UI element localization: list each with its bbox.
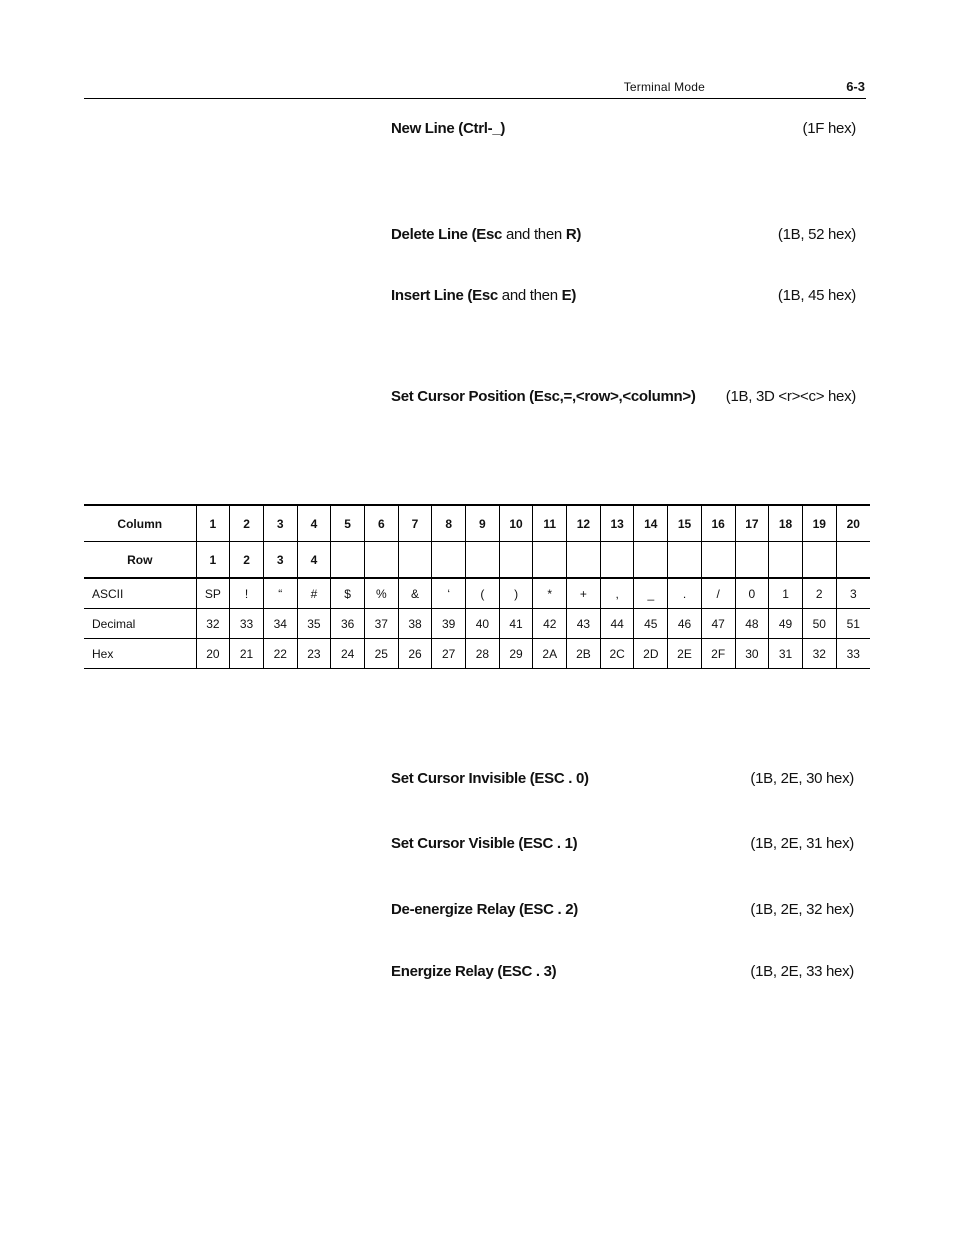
table-cell-column: 10 <box>499 505 533 542</box>
table-cell-hex: 28 <box>466 639 500 669</box>
command-hex-code: (1B, 2E, 32 hex) <box>750 901 854 918</box>
table-cell-column: 12 <box>567 505 601 542</box>
table-cell-row <box>398 542 432 579</box>
table-cell-ascii: . <box>668 578 702 609</box>
table-cell-column: 15 <box>668 505 702 542</box>
table-cell-decimal: 39 <box>432 609 466 639</box>
table-cell-column: 8 <box>432 505 466 542</box>
table-cell-ascii: 2 <box>802 578 836 609</box>
table-label-ascii: ASCII <box>84 578 196 609</box>
table-cell-ascii: $ <box>331 578 365 609</box>
table-cell-row: 4 <box>297 542 331 579</box>
table-cell-ascii: ) <box>499 578 533 609</box>
table-cell-hex: 25 <box>364 639 398 669</box>
table-cell-decimal: 42 <box>533 609 567 639</box>
table-cell-column: 18 <box>769 505 803 542</box>
command-name: Set Cursor Invisible (ESC . 0) <box>391 770 589 787</box>
table-cell-column: 20 <box>836 505 870 542</box>
running-header-chapter: Terminal Mode <box>623 80 705 94</box>
table-cell-decimal: 51 <box>836 609 870 639</box>
command-insert-line <box>391 287 856 309</box>
table-cell-ascii: ( <box>466 578 500 609</box>
table-cell-decimal: 33 <box>230 609 264 639</box>
table-cell-ascii: / <box>701 578 735 609</box>
table-cell-row <box>769 542 803 579</box>
table-header-row: Row <box>84 542 196 579</box>
command-energize-relay <box>391 963 856 985</box>
table-cell-decimal: 49 <box>769 609 803 639</box>
table-cell-row <box>701 542 735 579</box>
table-cell-column: 17 <box>735 505 769 542</box>
table-cell-hex: 29 <box>499 639 533 669</box>
command-hex-code: (1B, 2E, 33 hex) <box>750 963 854 980</box>
table-cell-ascii: # <box>297 578 331 609</box>
command-name: De-energize Relay (ESC . 2) <box>391 901 578 918</box>
table-cell-row <box>600 542 634 579</box>
table-cell-row <box>466 542 500 579</box>
table-row-decimal <box>84 609 870 639</box>
table-cell-column: 1 <box>196 505 230 542</box>
command-new-line <box>391 120 856 142</box>
command-hex-code: (1F hex) <box>802 120 856 137</box>
table-cell-hex: 30 <box>735 639 769 669</box>
table-cell-decimal: 40 <box>466 609 500 639</box>
command-set-cursor-position <box>391 388 856 410</box>
table-cell-hex: 27 <box>432 639 466 669</box>
table-cell-row <box>802 542 836 579</box>
command-hex-code: (1B, 52 hex) <box>777 226 856 243</box>
table-cell-row <box>364 542 398 579</box>
table-cell-ascii: 0 <box>735 578 769 609</box>
table-cell-decimal: 50 <box>802 609 836 639</box>
table-cell-decimal: 46 <box>668 609 702 639</box>
table-cell-row <box>634 542 668 579</box>
table-row-ascii <box>84 578 870 609</box>
table-cell-row <box>735 542 769 579</box>
table-cell-hex: 2A <box>533 639 567 669</box>
table-cell-hex: 20 <box>196 639 230 669</box>
table-cell-hex: 2C <box>600 639 634 669</box>
table-cell-ascii: , <box>600 578 634 609</box>
table-cell-ascii: 3 <box>836 578 870 609</box>
command-name: New Line (Ctrl-_) <box>391 120 506 137</box>
table-cell-decimal: 45 <box>634 609 668 639</box>
command-name: Insert Line (Esc and then E) <box>391 287 577 304</box>
table-cell-ascii: _ <box>634 578 668 609</box>
table-cell-column: 16 <box>701 505 735 542</box>
table-cell-hex: 26 <box>398 639 432 669</box>
table-cell-column: 19 <box>802 505 836 542</box>
table-cell-decimal: 36 <box>331 609 365 639</box>
table-label-decimal: Decimal <box>84 609 196 639</box>
table-cell-decimal: 41 <box>499 609 533 639</box>
command-name: Delete Line (Esc and then R) <box>391 226 582 243</box>
table-cell-decimal: 34 <box>263 609 297 639</box>
table-cell-decimal: 32 <box>196 609 230 639</box>
table-row-hex <box>84 639 870 669</box>
table-cell-row: 1 <box>196 542 230 579</box>
table-cell-row <box>331 542 365 579</box>
table-cell-hex: 2D <box>634 639 668 669</box>
table-cell-column: 5 <box>331 505 365 542</box>
page-number: 6-3 <box>846 79 865 94</box>
header-rule <box>84 98 866 99</box>
table-cell-ascii: & <box>398 578 432 609</box>
table-cell-row: 2 <box>230 542 264 579</box>
table-cell-row <box>567 542 601 579</box>
table-cell-column: 11 <box>533 505 567 542</box>
table-cell-decimal: 38 <box>398 609 432 639</box>
table-cell-ascii: % <box>364 578 398 609</box>
table-cell-row <box>836 542 870 579</box>
command-hex-code: (1B, 3D <r><c> hex) <box>725 388 856 405</box>
command-set-cursor-visible <box>391 835 856 857</box>
command-delete-line <box>391 226 856 248</box>
table-cell-row <box>668 542 702 579</box>
table-cell-column: 6 <box>364 505 398 542</box>
table-cell-column: 2 <box>230 505 264 542</box>
table-header-column: Column <box>84 505 196 542</box>
table-row-column <box>84 505 870 542</box>
table-cell-hex: 2E <box>668 639 702 669</box>
table-cell-ascii: + <box>567 578 601 609</box>
table-cell-decimal: 35 <box>297 609 331 639</box>
command-hex-code: (1B, 45 hex) <box>777 287 856 304</box>
table-cell-hex: 33 <box>836 639 870 669</box>
table-cell-decimal: 37 <box>364 609 398 639</box>
command-name: Set Cursor Position (Esc,=,<row>,<column>) <box>391 388 696 405</box>
table-cell-decimal: 47 <box>701 609 735 639</box>
table-cell-hex: 21 <box>230 639 264 669</box>
table-cell-column: 4 <box>297 505 331 542</box>
table-cell-ascii: 1 <box>769 578 803 609</box>
table-cell-row <box>432 542 466 579</box>
cursor-position-code-table <box>84 504 870 669</box>
table-cell-row <box>533 542 567 579</box>
command-hex-code: (1B, 2E, 30 hex) <box>750 770 854 787</box>
table-cell-decimal: 48 <box>735 609 769 639</box>
table-cell-hex: 2F <box>701 639 735 669</box>
code-table <box>84 504 870 669</box>
table-cell-column: 14 <box>634 505 668 542</box>
table-cell-ascii: ! <box>230 578 264 609</box>
table-cell-column: 9 <box>466 505 500 542</box>
command-set-cursor-invisible <box>391 770 856 792</box>
table-cell-decimal: 44 <box>600 609 634 639</box>
table-row-row <box>84 542 870 579</box>
table-cell-hex: 23 <box>297 639 331 669</box>
table-cell-ascii: “ <box>263 578 297 609</box>
table-cell-decimal: 43 <box>567 609 601 639</box>
table-cell-ascii: ‘ <box>432 578 466 609</box>
table-cell-row: 3 <box>263 542 297 579</box>
table-cell-hex: 2B <box>567 639 601 669</box>
command-name: Set Cursor Visible (ESC . 1) <box>391 835 578 852</box>
table-cell-row <box>499 542 533 579</box>
table-cell-hex: 22 <box>263 639 297 669</box>
table-cell-hex: 24 <box>331 639 365 669</box>
table-cell-hex: 32 <box>802 639 836 669</box>
command-de-energize-relay <box>391 901 856 923</box>
command-name: Energize Relay (ESC . 3) <box>391 963 557 980</box>
table-cell-column: 3 <box>263 505 297 542</box>
table-cell-column: 13 <box>600 505 634 542</box>
table-cell-column: 7 <box>398 505 432 542</box>
table-cell-ascii: SP <box>196 578 230 609</box>
table-label-hex: Hex <box>84 639 196 669</box>
command-hex-code: (1B, 2E, 31 hex) <box>750 835 854 852</box>
table-cell-hex: 31 <box>769 639 803 669</box>
table-cell-ascii: * <box>533 578 567 609</box>
